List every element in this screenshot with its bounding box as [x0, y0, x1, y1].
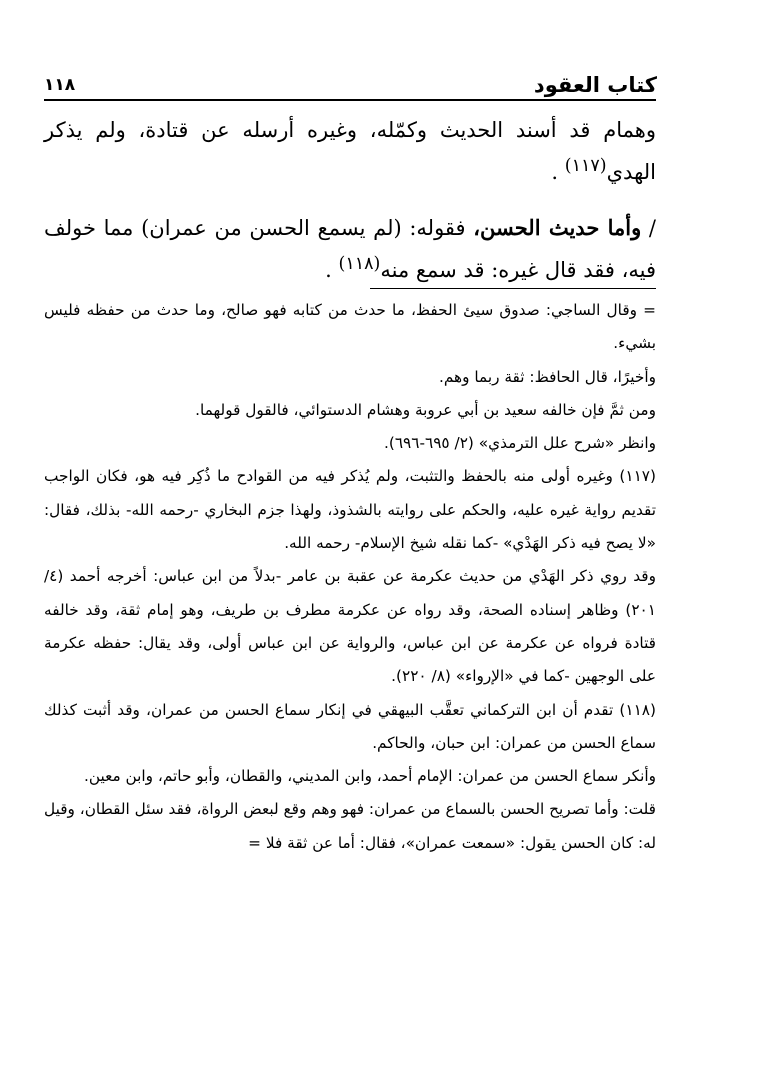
main-paragraph: [44, 112, 656, 190]
footnote-line: وانظر «شرح علل الترمذي» (٢/ ٦٩٥-٦٩٦).: [383, 434, 656, 453]
main-paragraph: [44, 210, 656, 288]
sentence-end: .: [325, 258, 332, 282]
footnote-line: = وقال الساجي: صدوق سيئ الحفظ، ما حدث من كتابه فهو صالح، وما حدث من حفظه فليس بشيء.: [44, 301, 656, 353]
section-heading-inline: وأما حديث الحسن،: [473, 215, 642, 240]
footnote-ref: (١١٧): [564, 156, 607, 176]
footnotes: [44, 294, 656, 860]
main-paragraph-text: وهمام قد أسند الحديث وكمّله، وغيره أرسله عن قتادة، ولم يذكر الهدي: [44, 118, 656, 184]
footnote-line: ومن ثمَّ فإن خالفه سعيد بن أبي عروبة وهشام الدستوائي، فالقول قولهما.: [195, 400, 656, 419]
book-title: كتاب العقود: [533, 73, 657, 97]
main-text: [44, 112, 656, 288]
header-rule: [44, 99, 656, 101]
sentence-end: .: [551, 160, 559, 184]
footnote-118-continued: قلت: وأما تصريح الحسن بالسماع من عمران: فهو وهم وقع لبعض الرواة، فقد سئل القطان، وقيل له: كان الحسن يقول: «سمعت عمران»، فقال: أما عن ثقة فلا =: [44, 800, 656, 852]
footnote-117-continued: وقد روي ذكر الهَدْي من حديث عكرمة عن عقبة بن عامر -بدلاً من ابن عباس: أخرجه أحمد (٤/ ٢٠١) وظاهر إسناده الصحة، وقد رواه عن عكرمة مطرف بن طريف، وهو إمام ثقة، وقد خالفه قتادة فرواه عن عكرمة عن ابن عباس، والرواية عن ابن عباس أولى، وقد يقال: حفظه عكرمة على الوجهين -كما في «الإرواء» (٨/ ٢٢٠).: [44, 567, 656, 686]
page-header: [44, 72, 657, 98]
footnote-ref: (١١٨): [338, 254, 381, 274]
main-paragraph-text: فقوله: (لم يسمع الحسن من عمران) مما خولف فيه، فقد قال غيره: قد سمع منه: [44, 216, 656, 282]
page-number: ١١٨: [44, 75, 76, 95]
footnote-118-continued: وأنكر سماع الحسن من عمران: الإمام أحمد، وابن المديني، والقطان، وأبو حاتم، وابن معين.: [83, 767, 656, 786]
footnote-117: (١١٧) وغيره أولى منه بالحفظ والتثبت، ولم يُذكر فيه من القوادح ما ذُكِر فيه هو، فكان الواجب تقديم رواية غيره عليه، والحكم على روايته بالشذوذ، ولهذا جزم البخاري -رحمه الله- بذلك، فقال: «لا يصح فيه ذكر الهَدْي» -كما نقله شيخ الإسلام- رحمه الله.: [44, 467, 656, 553]
footnote-line: وأخيرًا، قال الحافظ: ثقة ربما وهم.: [438, 367, 656, 386]
page-break-marker: /: [648, 216, 656, 240]
footnote-separator: [370, 288, 656, 289]
footnote-118: (١١٨) تقدم أن ابن التركماني تعقَّب البيهقي في إنكار سماع الحسن من عمران، وقد أثبت كذلك سماع الحسن من عمران: ابن حبان، والحاكم.: [44, 700, 656, 752]
